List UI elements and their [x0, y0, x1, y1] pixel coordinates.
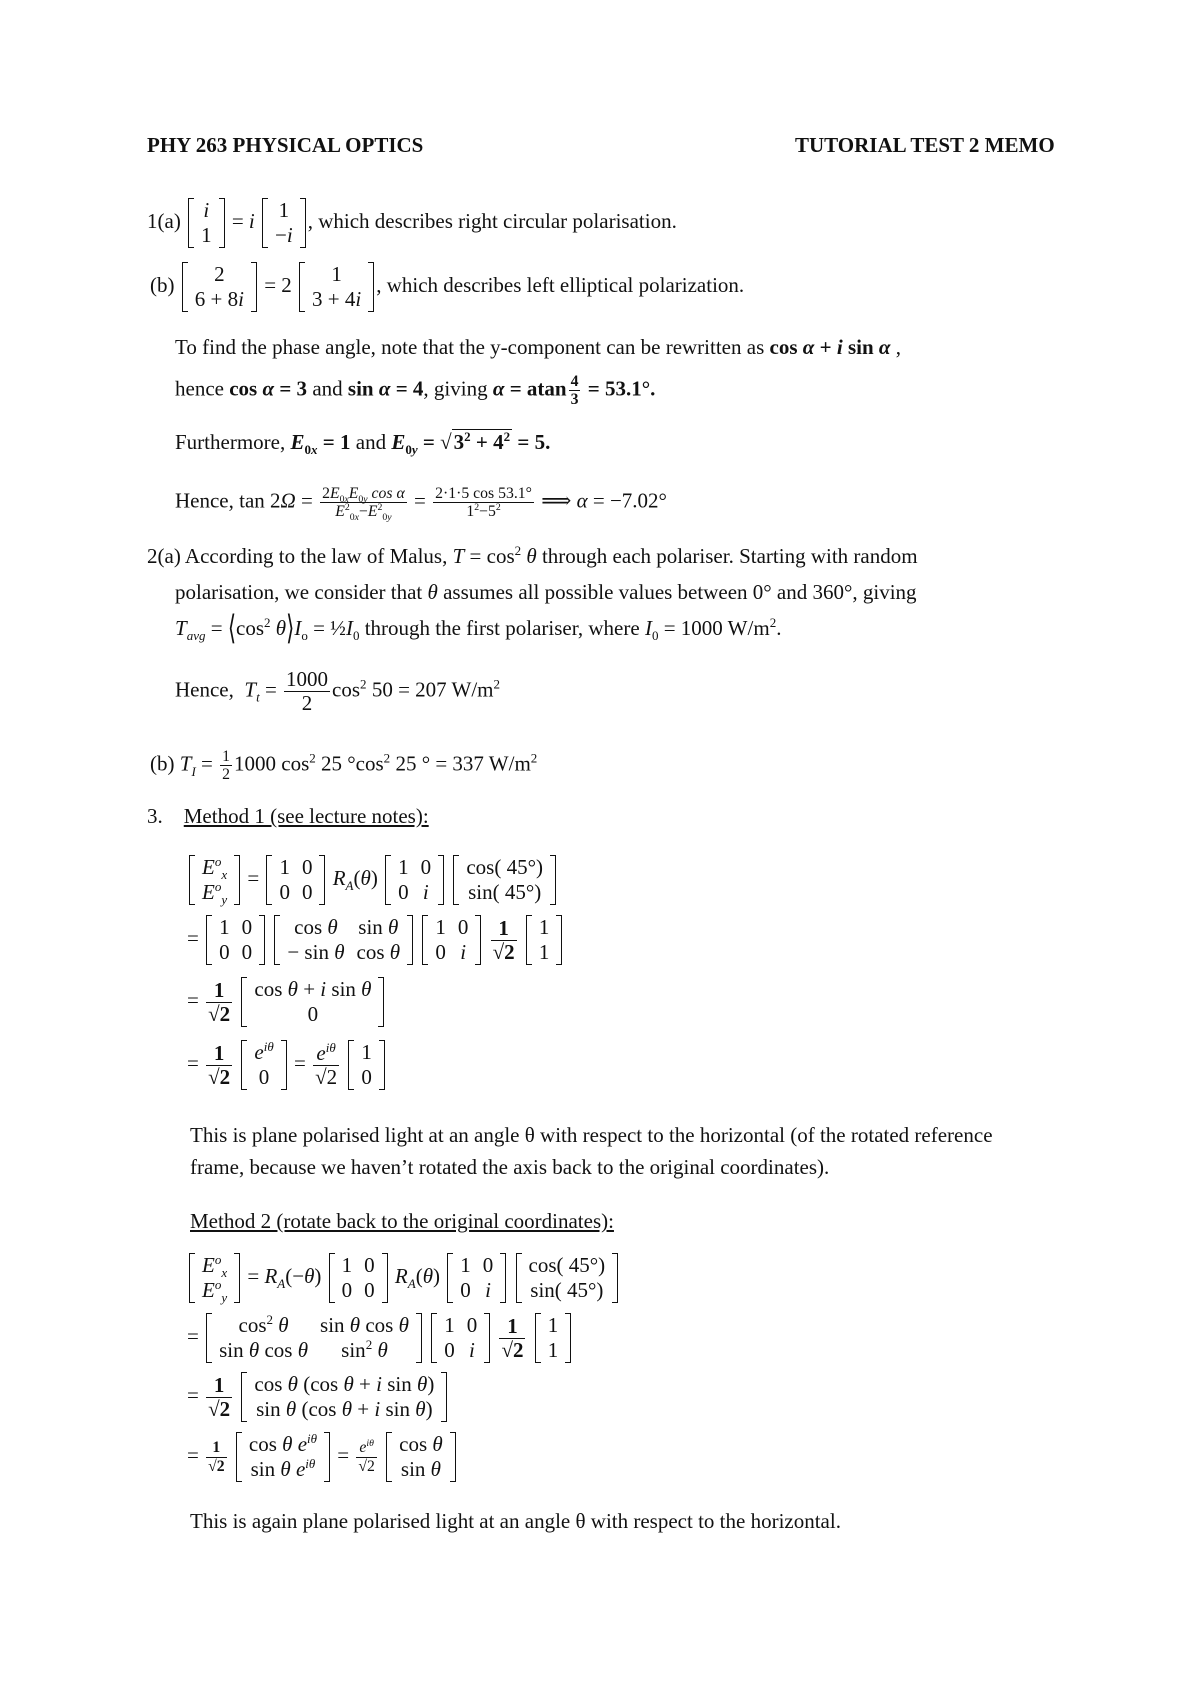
m2-eq-2: = $\cos^2 \theta$ sin θ cos θ sin θ cos θ $\sin^2 \theta$ 1 0 0 i $\frac{1}{√2}$ 1 1 — [187, 1313, 573, 1363]
m1-eq-4: = $\frac{1}{√2}$ $e^{i\theta}$ 0 = $\frac{e^{i\theta}}{√2}$ 1 0 — [187, 1040, 387, 1090]
q2a-line-3: $T_{avg}$ = $⟨\cos^2$ $\theta⟩I_o$ = $\frac{1}{2}I_0$ through the first polariser, where $I_0 = 1000$ $W/m^2$. — [175, 608, 782, 647]
phase-line-2: hence cos α = 3 and sin α = 4, giving α = atan $\frac{4}{3}$ = 53.1°. — [175, 373, 656, 409]
method1-heading: Method 1 (see lecture notes): — [183, 804, 429, 828]
q1b-line: (b) 2 6 + 8i = 2 1 3 + 4i , which describes left elliptical polarization. — [150, 262, 745, 312]
m1-eq-1: $E^o_x$ $E^o_y$ = 1 0 0 0 $R_A(\theta)$ 1 0 0 i cos( 45°) sin( 45°) — [187, 855, 558, 905]
conclusion-1-line-2: frame, because we haven’t rotated the axis back to the original coordinates). — [190, 1155, 830, 1179]
q3-heading — [147, 806, 429, 827]
q1a-vector: i 1 — [188, 198, 225, 248]
q1a-result: , which describes right circular polarisation. — [307, 208, 677, 233]
q2a-hence-line: Hence, $T_t$ = $\frac{1000}{2}$ $\cos^2 50 = 207$ $W/m^2$ — [175, 667, 501, 716]
m1-eq-3: = $\frac{1}{√2}$ cos θ + i sin θ 0 — [187, 977, 386, 1027]
q1a-label: 1(a) — [147, 208, 181, 233]
phase-line-1: To find the phase angle, note that the y-component can be rewritten as cos α + i sin α , — [175, 335, 901, 359]
memo-title: TUTORIAL TEST 2 MEMO — [795, 133, 1055, 157]
method2-heading: Method 2 (rotate back to the original coordinates): — [190, 1209, 614, 1233]
m2-eq-1: $E^o_x$ $E^o_y$ = $R_A(-\theta)$ 1 0 0 0 $R_A(\theta)$ 1 0 0 i cos( 45°) sin( 45°) — [187, 1253, 620, 1303]
q1b-result: , which describes left elliptical polarization. — [376, 272, 745, 297]
q1b-jones: 1 3 + 4i — [299, 262, 374, 312]
q3-number: 3. — [147, 804, 163, 828]
conclusion-1-line-1: This is plane polarised light at an angle θ with respect to the horizontal (of the rotated reference — [190, 1123, 993, 1147]
further-line: Furthermore, $E_{0x} = 1$ and $E_{0y} = √3^2 + 4^2 = 5$. — [175, 429, 551, 458]
q2a-line-1: 2(a) According to the law of Malus, $T = \cos^2 \theta$ through each polariser. Starting with random — [147, 543, 918, 568]
hence-tan-line: Hence, tan 2Ω = $\frac{2E_{0x}E_{0y} \cos \alpha}{E^2_{0x}-E^2_{0y}}$ = $\frac{2\cdot 1\cdot 5 \cos 53.1^\circ}{1^2-5^2}$ ⟹ α = −7.02° — [175, 485, 667, 524]
q1a-jones: 1 −i — [262, 198, 306, 248]
m2-eq-3: = $\frac{1}{√2}$ cos θ (cos θ + i sin θ) sin θ (cos θ + i sin θ) — [187, 1372, 449, 1422]
tan-result: −7.02° — [609, 488, 667, 513]
q2a-line-2: polarisation, we consider that θ assumes all possible values between 0° and 360°, giving — [175, 580, 917, 604]
conclusion-2: This is again plane polarised light at an angle θ with respect to the horizontal. — [190, 1509, 841, 1533]
q1a-line: 1(a) i 1 = i 1 −i , which describes right circular polarisation. — [147, 198, 677, 248]
m2-eq-4: = $\frac{1}{√2}$ cos θ $e^{i\theta}$ sin θ $e^{i\theta}$ = $\frac{e^{i\theta}}{√2}$ cos θ sin θ — [187, 1432, 458, 1482]
q1b-vector: 2 6 + 8i — [182, 262, 257, 312]
course-title: PHY 263 PHYSICAL OPTICS — [147, 133, 424, 157]
q1b-label: (b) — [150, 272, 175, 297]
m1-eq-2: = 1 0 0 0 cos θ sin θ − sin θ cos θ 1 0 0 i $\frac{1}{√2}$ 1 1 — [187, 915, 564, 965]
phase-value: 53.1°. — [604, 376, 656, 401]
q2b-line: (b) $T_I$ = $\frac{1}{2}$ 1000 $\cos^2 25$ $^\circ\cos^2$ 25 ° = 337 $W/m^2$ — [150, 748, 538, 784]
